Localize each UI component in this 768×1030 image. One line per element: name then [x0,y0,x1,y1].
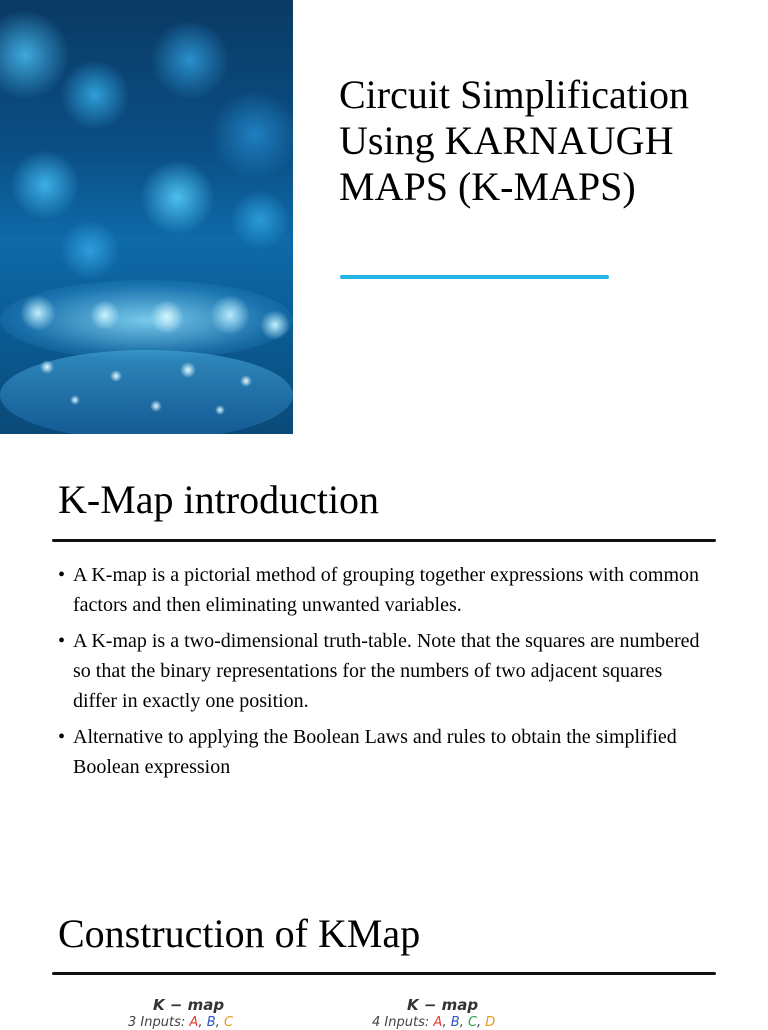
presentation-title [339,72,749,210]
title-line: Using KARNAUGH [339,118,674,163]
title-line: Circuit Simplification [339,72,689,117]
heading-divider [52,539,716,542]
list-item: • A K-map is a two-dimensional truth-table. Note that the squares are numbered so that the binary representations for the numbers of two adjacent squares differ in exactly one position. [58,626,708,716]
kmap-4-title: K − map [407,996,479,1014]
bullet-icon: • [58,564,66,586]
list-item: • A K-map is a pictorial method of grouping together expressions with common factors and then eliminating unwanted variables. [58,560,708,620]
intro-bullet-list [58,560,708,788]
bullet-icon: • [58,726,66,748]
kmap-3-inputs: 3 Inputs: A, B, C [128,1015,234,1030]
kmap-intro-heading: K-Map introduction [58,477,380,522]
title-slide [0,0,768,434]
title-line: MAPS (K-MAPS) [339,164,636,209]
heading-divider [52,972,716,975]
kmap-4-inputs: 4 Inputs: A, B, C, D [372,1015,496,1030]
kmap-3-title: K − map [153,996,225,1014]
construction-heading: Construction of KMap [58,911,421,956]
list-item: • Alternative to applying the Boolean Laws and rules to obtain the simplified Boolean expression [58,722,708,782]
bullet-icon: • [58,630,66,652]
accent-underline [340,275,609,279]
bokeh-background-image [0,0,293,434]
